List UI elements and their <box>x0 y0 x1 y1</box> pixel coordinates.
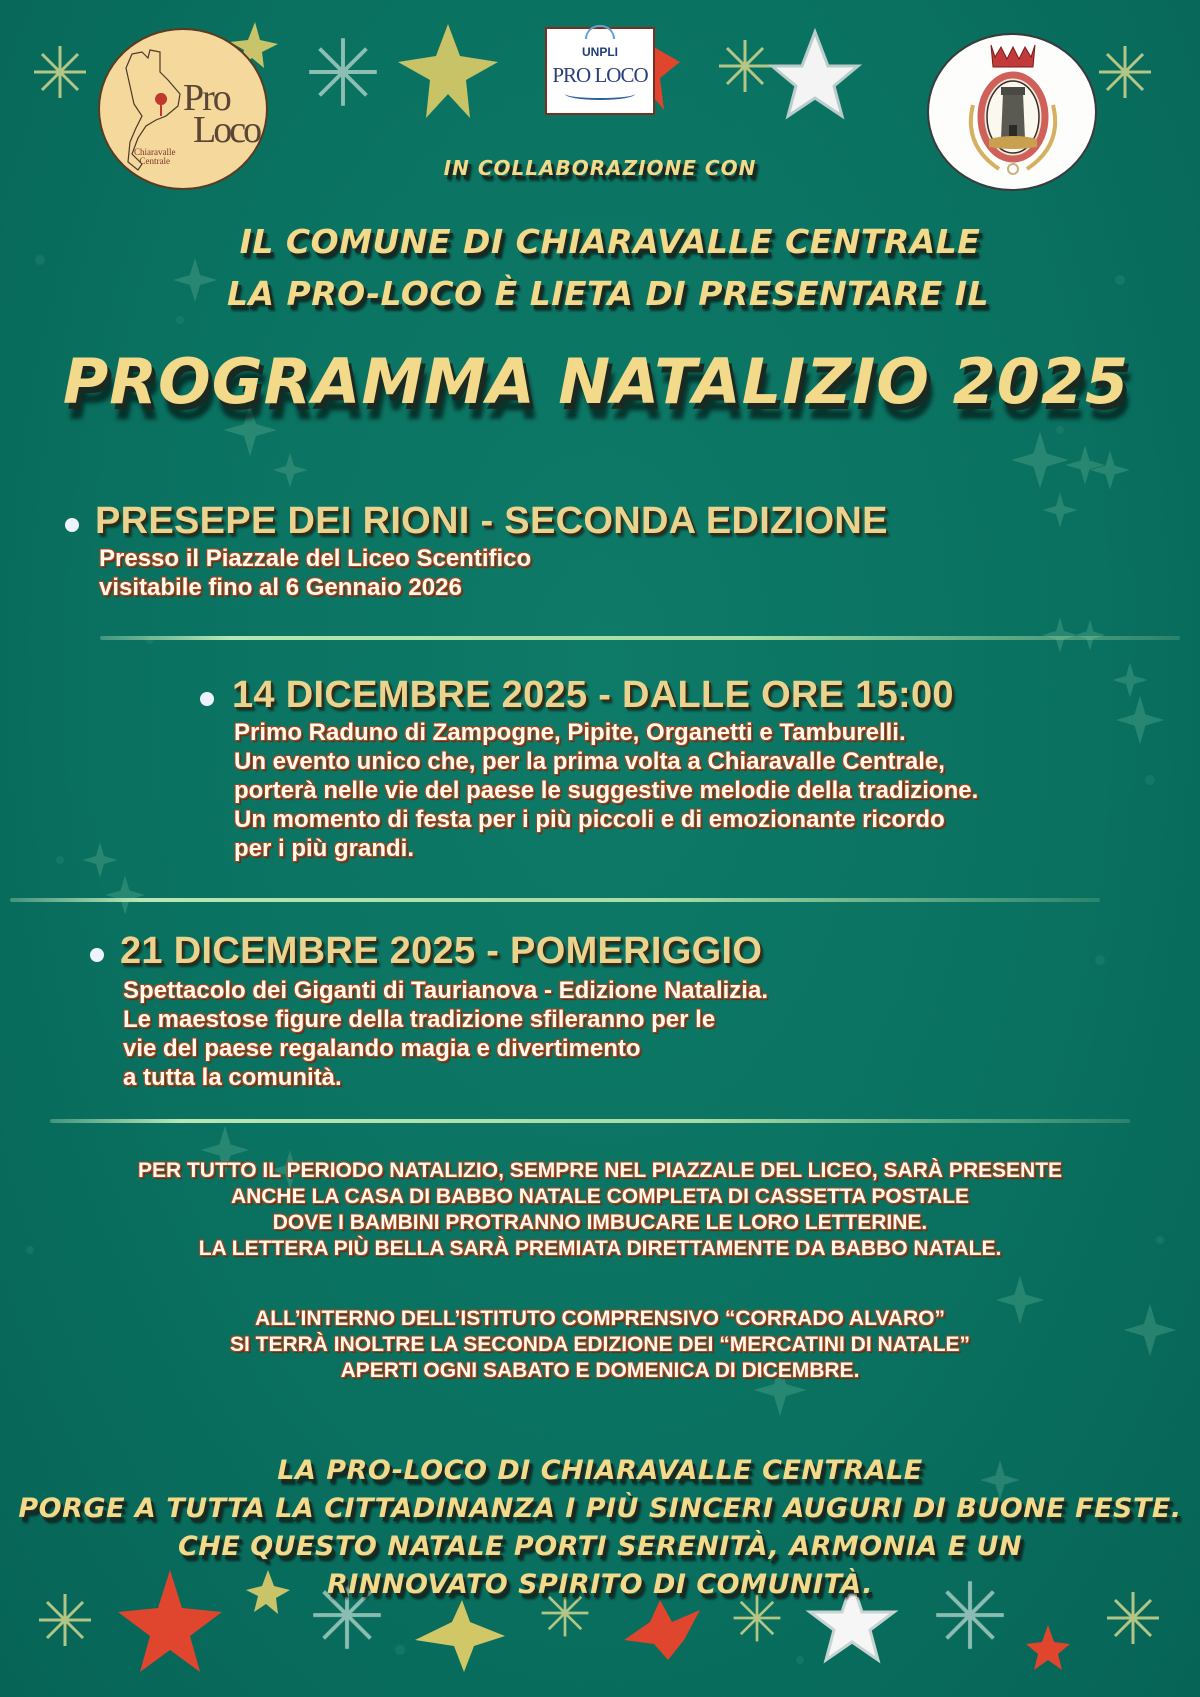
intro-line-1: IL COMUNE DI CHIARAVALLE CENTRALE <box>239 222 981 261</box>
info-casa-babbo-natale: PER TUTTO IL PERIODO NATALIZIO, SEMPRE NEL PIAZZALE DEL LICEO, SARÀ PRESENTE ANCHE LA CASA DI BABBO NATALE COMPLETA DI CASSETTA POSTALE DOVE I BAMBINI PROTRANNO IMBUCARE LE LORO LETTERINE. LA LETTERA PIÙ BELLA SARÀ PREMIATA DIRETTAMENTE DA BABBO NATALE. <box>137 1159 1063 1260</box>
event-description: Presso il Piazzale del Liceo Scentifico visitabile fino al 6 Gennaio 2026 <box>99 545 532 601</box>
logo-place-name: Chiaravalle Centrale <box>134 147 176 167</box>
italy-dome-icon <box>585 25 615 39</box>
info-mercatini: ALL’INTERNO DELL’ISTITUTO COMPRENSIVO “CORRADO ALVARO” SI TERRÀ INOLTRE LA SECONDA EDIZIONE DEI “MERCATINI DI NATALE” APERTI OGNI SABATO E DOMENICA DI DICEMBRE. <box>229 1307 971 1382</box>
event-description: Primo Raduno di Zampogne, Pipite, Organetti e Tamburelli. Un evento unico che, per la prima volta a Chiaravalle Centrale, porterà nelle vie del paese le suggestive melodie della tradizione. Un momento di festa per i più piccoli e di emozionante ricordo per i più grandi. <box>234 719 979 862</box>
intro-line-2: LA PRO-LOCO È LIETA DI PRESENTARE IL <box>227 274 989 313</box>
pro-loco-wordmark: Pro Loco <box>183 77 260 152</box>
section-divider <box>10 898 1100 902</box>
event-title: 14 DICEMBRE 2025 - DALLE ORE 15:00 <box>232 674 954 716</box>
wave-icon <box>565 88 635 100</box>
event-title: 21 DICEMBRE 2025 - POMERIGGIO <box>120 930 763 972</box>
event-title: PRESEPE DEI RIONI - SECONDA EDIZIONE <box>95 500 888 542</box>
collaboration-label: IN COLLABORAZIONE CON <box>443 156 757 180</box>
section-divider <box>100 636 1180 640</box>
logo-unpli-pro-loco: UNPLI PRO LOCO <box>545 27 655 115</box>
bullet-icon <box>200 692 214 706</box>
section-divider <box>50 1119 1130 1123</box>
page-title: PROGRAMMA NATALIZIO 2025 <box>62 345 1130 418</box>
greeting-message: LA PRO-LOCO DI CHIARAVALLE CENTRALE PORGE A TUTTA LA CITTADINANZA I PIÙ SINCERI AUGURI DI BUONE FESTE. CHE QUESTO NATALE PORTI SERENITÀ, ARMONIA E UN RINNOVATO SPIRITO DI COMUNITÀ. <box>18 1455 1182 1600</box>
bullet-icon <box>65 518 79 532</box>
bullet-icon <box>90 948 104 962</box>
event-description: Spettacolo dei Giganti di Taurianova - Edizione Natalizia. Le maestose figure della tradizione sfileranno per le vie del paese regalando magia e divertimento a tutta la comunità. <box>123 977 768 1091</box>
